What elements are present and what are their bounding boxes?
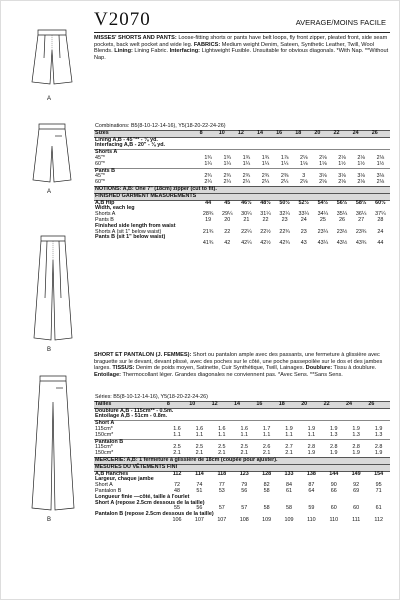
figure-label: A — [47, 189, 52, 195]
value-cell: 2¾ — [261, 173, 270, 180]
value-cell: 1¼ — [261, 160, 270, 167]
row-label: 45"* — [95, 154, 106, 161]
value-cell: 2⅛ — [319, 179, 327, 186]
value-cell: 1.1 — [173, 431, 181, 438]
value-cell: 1.6 — [173, 425, 181, 432]
value-cell: 1⅞ — [280, 154, 289, 161]
value-cell: 23 — [281, 216, 288, 223]
value-cell: 19 — [205, 216, 212, 223]
value-cell: 1.9 — [374, 425, 383, 432]
value-cell: 28 — [377, 216, 384, 223]
value-cell: 111 — [352, 516, 361, 523]
value-cell: 22½ — [260, 228, 271, 235]
value-cell: 69 — [353, 487, 360, 494]
value-cell: 1.9 — [307, 425, 316, 432]
row-label: Pantalon B — [95, 487, 122, 494]
value-cell: 59 — [308, 505, 315, 512]
value-cell: 31¼ — [260, 211, 271, 218]
value-cell: 74 — [196, 482, 203, 489]
value-cell: 108 — [239, 516, 249, 523]
desc-text: Loose-fitting shorts or pants have belt loops, fly front zipper, pleated front, side seam pockets, back welt pocket and wide leg. — [94, 35, 388, 48]
value-cell: 56½ — [336, 199, 348, 206]
garment-illustrations — [8, 8, 90, 578]
value-cell: 1½ — [357, 160, 365, 167]
interfacing-label: Interfacing: — [169, 48, 201, 55]
fabrics-text: Medium weight Denim, Sateen, Synthetic Leather, Twill, Wool Blends. — [94, 41, 374, 55]
interfacing-label: Entoilage: — [94, 372, 122, 379]
row-label: 150cm* — [95, 431, 114, 438]
value-cell: 1¾ — [204, 154, 212, 161]
row-label: Shorts A — [95, 211, 116, 218]
value-cell: 109 — [262, 516, 272, 523]
lining-yardage: Lining A,B - 45"** - ⅛ yd. — [95, 136, 158, 143]
value-cell: 1⅛ — [300, 160, 308, 167]
value-cell: 90 — [330, 482, 337, 489]
value-cell: 33¼ — [298, 211, 310, 218]
value-cell: 57 — [241, 505, 248, 512]
pant-length-heading: Pantalon B (repose 2.5cm dessous de la taille) — [95, 511, 214, 518]
value-cell: 2.5 — [240, 444, 248, 451]
pants-b-back-drawing — [32, 376, 74, 510]
row-label: 60"* — [95, 179, 106, 186]
value-cell: 42¼ — [241, 240, 252, 247]
value-cell: 114 — [195, 470, 204, 477]
value-cell: 55 — [174, 505, 181, 512]
value-cell: 28¾ — [202, 211, 214, 218]
size-cell: 10 — [218, 130, 237, 137]
lining-label: Lining: — [114, 48, 133, 55]
row-label: 115cm* — [95, 425, 113, 432]
value-cell: 2.5 — [173, 444, 181, 451]
header-rule — [94, 32, 390, 33]
value-cell: 21 — [243, 216, 250, 223]
value-cell: 1.6 — [195, 425, 204, 432]
value-cell: 41¾ — [202, 240, 214, 247]
value-cell: 44 — [205, 199, 212, 206]
size-cell: 12 — [237, 130, 256, 137]
value-cell: 112 — [374, 516, 383, 523]
value-cell: 71 — [375, 487, 382, 494]
value-cell: 79 — [241, 482, 248, 489]
pants-b-front-drawing — [34, 236, 72, 340]
row-label: 150cm* — [95, 450, 114, 457]
table-row — [94, 241, 390, 247]
pants-b-heading: Pants B — [94, 168, 390, 174]
size-cell: 8 — [199, 130, 218, 137]
figure-label: B — [47, 517, 52, 523]
value-cell: 2⅛ — [338, 154, 346, 161]
size-cell: 20 — [300, 401, 322, 408]
width-heading: Width, each leg — [95, 205, 135, 212]
value-cell: 56 — [241, 487, 248, 494]
value-cell: 112 — [172, 470, 182, 477]
size-cell: 24 — [345, 401, 367, 408]
value-cell: 2⅛ — [357, 179, 365, 186]
value-cell: 123 — [239, 470, 249, 477]
desc-title: MISSES' SHORTS AND PANTS: — [94, 35, 177, 41]
value-cell: 27 — [358, 216, 365, 223]
value-cell: 48½ — [260, 199, 271, 206]
value-cell: 95 — [375, 482, 382, 489]
value-cell: 57 — [218, 505, 225, 512]
shorts-a-front-drawing — [32, 30, 72, 84]
value-cell: 1.1 — [240, 431, 248, 438]
figure-label: A — [47, 96, 52, 102]
value-cell: 2.8 — [352, 444, 360, 451]
length-heading: Finished side length from waist — [95, 222, 176, 229]
value-cell: 2¼ — [261, 179, 270, 186]
row-label: A,B Hanches — [95, 470, 129, 477]
value-cell: 46½ — [241, 199, 252, 206]
value-cell: 106 — [172, 516, 182, 523]
value-cell: 22 — [224, 228, 231, 235]
value-cell: 1¼ — [223, 160, 232, 167]
value-cell: 2⅜ — [280, 173, 289, 180]
value-cell: 82 — [263, 482, 270, 489]
value-cell: 23½ — [336, 228, 348, 235]
pants-length-heading: Pants B (sit 1" below waist) — [95, 234, 166, 241]
row-label: Pants B — [95, 216, 114, 223]
value-cell: 72 — [174, 482, 181, 489]
value-cell: 1.3 — [352, 431, 360, 438]
size-cell: 16 — [275, 130, 294, 137]
row-label: 45"* — [95, 173, 106, 180]
value-cell: 1¼ — [280, 160, 289, 167]
size-cell: 8 — [166, 401, 188, 408]
value-cell: 2.6 — [262, 444, 271, 451]
value-cell: 118 — [217, 470, 227, 477]
value-cell: 3⅛ — [357, 173, 365, 180]
value-cell: 2.8 — [374, 444, 383, 451]
value-cell: 24 — [377, 228, 384, 235]
value-cell: 1½ — [376, 160, 385, 167]
value-cell: 1.1 — [218, 431, 226, 438]
value-cell: 92 — [353, 482, 360, 489]
value-cell: 23 — [300, 228, 307, 235]
row-label: Shorts A (sit 1" below waist) — [95, 228, 162, 235]
value-cell: 2¾ — [204, 173, 212, 180]
value-cell: 2⅛ — [300, 179, 308, 186]
value-cell: 60 — [353, 505, 360, 512]
value-cell: 1.9 — [307, 450, 316, 457]
value-cell: 25 — [319, 216, 326, 223]
value-cell: 2⅛ — [319, 154, 327, 161]
value-cell: 1.3 — [330, 431, 338, 438]
value-cell: 1.9 — [330, 425, 338, 432]
value-cell: 32¼ — [279, 211, 290, 218]
size-cell: 18 — [294, 130, 313, 137]
value-cell: 64 — [308, 487, 315, 494]
value-cell: 58 — [285, 505, 292, 512]
value-cell: 1¾ — [242, 154, 251, 161]
value-cell: 2.1 — [285, 450, 293, 457]
value-cell: 84 — [285, 482, 292, 489]
yardage-table-french — [94, 395, 390, 524]
longueur-heading: Longueur finie —côté, taille à l'ourlet — [95, 493, 190, 500]
lining-label: Doublure: — [305, 365, 333, 372]
largeur-heading: Largeur, chaque jambe — [95, 476, 154, 483]
value-cell: 1.9 — [374, 450, 383, 457]
value-cell: 2⅛ — [376, 179, 385, 186]
size-cell: 18 — [278, 401, 300, 408]
value-cell: 2.8 — [307, 444, 316, 451]
table-row — [94, 518, 390, 524]
value-cell: 2¼ — [280, 179, 289, 186]
value-cell: 22¾ — [279, 228, 290, 235]
value-cell: 128 — [262, 470, 272, 477]
size-cell: 24 — [352, 130, 371, 137]
value-cell: 51 — [196, 487, 203, 494]
fabrics-label: FABRICS: — [193, 41, 221, 48]
value-cell: 2.5 — [218, 444, 226, 451]
size-cell: 16 — [255, 401, 277, 408]
desc-text: Short ou pantalon ample avec des passants, une fermeture à glissière avec braguette sur le devant, devant plissé, avec des poches sur le côté, une poche passepoilée sur le dos et des jambes larges. — [94, 352, 383, 372]
value-cell: 110 — [329, 516, 339, 523]
value-cell: 43½ — [336, 240, 348, 247]
row-label: Short A — [95, 482, 113, 489]
size-cell: 26 — [371, 130, 390, 137]
lining-text: Lining Fabric. — [132, 48, 169, 55]
value-cell: 24 — [300, 216, 307, 223]
size-cell: 14 — [256, 130, 275, 137]
value-cell: 2¼ — [204, 179, 212, 186]
value-cell: 29¼ — [222, 211, 233, 218]
value-cell: 26 — [339, 216, 346, 223]
value-cell: 23¼ — [317, 228, 329, 235]
value-cell: 20 — [224, 216, 231, 223]
value-cell: 22¼ — [241, 228, 252, 235]
value-cell: 34¼ — [317, 211, 329, 218]
yardage-table-english — [94, 124, 390, 247]
value-cell: 1¼ — [204, 160, 212, 167]
mesures-heading: MESURES DU VÊTEMENTS FINI — [94, 464, 390, 471]
value-cell: 2¾ — [242, 173, 251, 180]
short-a-heading: Short A — [94, 421, 390, 427]
value-cell: 1½ — [338, 160, 346, 167]
interfacing-text: Lightweight Fusible. Unsuitable for obvious diagonals. *With Nap. **Without Nap. — [94, 48, 389, 62]
value-cell: 2¼ — [242, 179, 251, 186]
value-cell: 1.6 — [218, 425, 226, 432]
combinations-text: Combinations: B5(8-10-12-14-16), Y5(18-20-22-24-26) — [95, 123, 226, 129]
value-cell: 3 — [302, 173, 306, 180]
value-cell: 110 — [307, 516, 316, 523]
value-cell: 58½ — [355, 199, 367, 206]
value-cell: 144 — [329, 470, 339, 477]
value-cell: 3⅛ — [319, 173, 327, 180]
value-cell: 21¾ — [202, 228, 214, 235]
value-cell: 1¾ — [223, 154, 232, 161]
value-cell: 2⅛ — [300, 154, 308, 161]
value-cell: 3⅛ — [338, 173, 346, 180]
value-cell: 2.1 — [173, 450, 181, 457]
size-cell: 20 — [313, 130, 332, 137]
lining-text: Tissu à doublure. — [332, 365, 377, 372]
value-cell: 61 — [285, 487, 292, 494]
value-cell: 1.9 — [352, 425, 360, 432]
value-cell: 61 — [375, 505, 382, 512]
row-label: A,B Hip — [95, 199, 115, 206]
value-cell: 42 — [224, 240, 231, 247]
value-cell: 3⅛ — [376, 173, 385, 180]
row-label: 115cm* — [95, 444, 113, 451]
fabrics-label: TISSUS: — [112, 365, 135, 372]
value-cell: 2⅛ — [376, 154, 385, 161]
value-cell: 1.1 — [262, 431, 271, 438]
value-cell: 1.3 — [374, 431, 383, 438]
size-cell: 10 — [188, 401, 210, 408]
value-cell: 1¾ — [261, 154, 270, 161]
value-cell: 138 — [306, 470, 316, 477]
shorts-a-heading: Shorts A — [94, 150, 390, 156]
value-cell: 2⅛ — [338, 179, 346, 186]
interfacing-yardage: Interfacing A,B - 20" - ⅛ yd. — [95, 142, 166, 149]
series-text: Séries: B5(8-10-12-14-16), Y5(18-20-22-24-26) — [95, 394, 208, 400]
size-cell: 14 — [233, 401, 255, 408]
value-cell: 1.9 — [352, 450, 360, 457]
value-cell: 133 — [284, 470, 294, 477]
row-label: 60"* — [95, 160, 106, 167]
value-cell: 56 — [196, 505, 203, 512]
value-cell: 1.1 — [307, 431, 316, 438]
value-cell: 1.7 — [262, 425, 271, 432]
value-cell: 42½ — [260, 240, 271, 247]
size-cell: 12 — [211, 401, 233, 408]
value-cell: 1.1 — [285, 431, 293, 438]
mercerie-text: MERCERIE: A,B: 1 fermeture à glissière de 18cm (coupée pour ajuster). — [94, 457, 390, 464]
value-cell: 2.1 — [195, 450, 204, 457]
value-cell: 36¼ — [355, 211, 367, 218]
pantalon-b-heading: Pantalon B — [94, 439, 390, 445]
short-length-heading: Short A (repose 2.5cm dessous de la taille) — [95, 499, 205, 506]
interfacing-yardage: Entoilage A,B - 51cm - 0.8m. — [95, 413, 167, 420]
value-cell: 2.1 — [262, 450, 271, 457]
value-cell: 54½ — [317, 199, 329, 206]
desc-title: SHORT ET PANTALON (J. FEMMES): — [94, 352, 192, 358]
sizes-label: Tailles — [94, 401, 166, 408]
fabrics-text: Denim de poids moyen, Satinette, Cuir Synthétique, Twill, Lainages. — [134, 365, 305, 372]
value-cell: 48 — [174, 487, 181, 494]
value-cell: 107 — [217, 516, 227, 523]
size-cell: 22 — [332, 130, 351, 137]
french-description — [94, 352, 390, 379]
interfacing-text: Thermocollant léger. Grandes diagonales ne conviennent pas. *Avec Sens. **Sans Sens. — [121, 372, 343, 379]
figure-label: B — [47, 347, 52, 353]
english-description — [94, 35, 390, 62]
shorts-a-back-drawing — [33, 124, 71, 182]
value-cell: 66 — [330, 487, 337, 494]
value-cell: 1.6 — [240, 425, 248, 432]
value-cell: 2⅛ — [357, 154, 365, 161]
value-cell: 2.1 — [218, 450, 226, 457]
value-cell: 58 — [263, 487, 270, 494]
value-cell: 44 — [377, 240, 384, 247]
value-cell: 2.7 — [285, 444, 293, 451]
pattern-number: V2070 — [94, 9, 151, 30]
value-cell: 2.5 — [195, 444, 204, 451]
value-cell: 1¼ — [242, 160, 251, 167]
difficulty-label: AVERAGE/MOINS FACILE — [295, 18, 386, 27]
value-cell: 42¾ — [279, 240, 290, 247]
value-cell: 43¼ — [317, 240, 329, 247]
value-cell: 35¼ — [336, 211, 348, 218]
value-cell: 149 — [351, 470, 361, 477]
value-cell: 53 — [218, 487, 225, 494]
size-cell: 22 — [323, 401, 345, 408]
value-cell: 154 — [374, 470, 384, 477]
lining-yardage: Doublure A,B - 115cm** - 0.5m. — [95, 407, 174, 414]
value-cell: 43¾ — [355, 240, 367, 247]
value-cell: 60½ — [375, 199, 386, 206]
value-cell: 87 — [308, 482, 315, 489]
value-cell: 37¼ — [375, 211, 386, 218]
value-cell: 77 — [218, 482, 225, 489]
value-cell: 2.1 — [240, 450, 248, 457]
value-cell: 109 — [284, 516, 294, 523]
value-cell: 1⅛ — [319, 160, 327, 167]
value-cell: 2¾ — [223, 173, 232, 180]
notions-text: NOTIONS: A,B: One 7" (18cm) zipper (cut to fit). — [94, 186, 390, 193]
value-cell: 52½ — [298, 199, 310, 206]
value-cell: 45 — [224, 199, 231, 206]
value-cell: 50½ — [279, 199, 290, 206]
value-cell: 60 — [330, 505, 337, 512]
value-cell: 2¼ — [223, 179, 232, 186]
size-cell: 26 — [367, 401, 390, 408]
value-cell: 1.9 — [330, 450, 338, 457]
sizes-label: Sizes — [94, 130, 199, 137]
value-cell: 2.8 — [330, 444, 338, 451]
value-cell: 23¾ — [355, 228, 367, 235]
value-cell: 22 — [262, 216, 269, 223]
value-cell: 1.1 — [195, 431, 204, 438]
value-cell: 58 — [263, 505, 270, 512]
value-cell: 30¼ — [241, 211, 252, 218]
value-cell: 43 — [300, 240, 307, 247]
finished-heading: FINISHED GARMENT MEASUREMENTS — [94, 193, 390, 200]
value-cell: 107 — [194, 516, 204, 523]
value-cell: 1.9 — [285, 425, 293, 432]
